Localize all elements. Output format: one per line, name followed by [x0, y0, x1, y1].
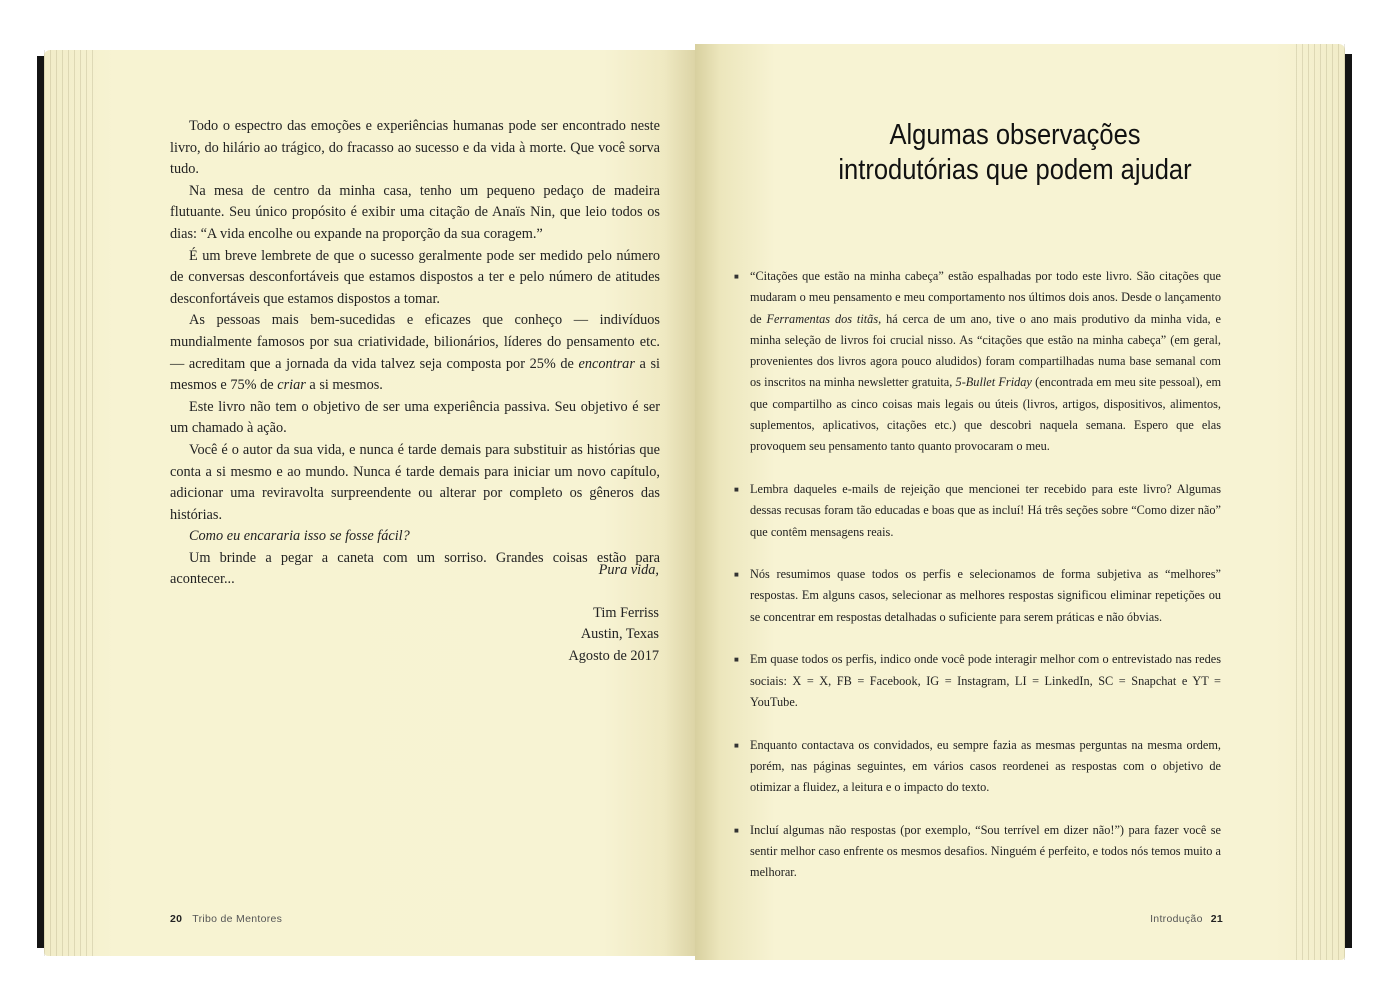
signature-date: Agosto de 2017	[568, 648, 659, 664]
notes-list	[734, 266, 1221, 905]
page-number: 20	[170, 913, 183, 925]
paragraph: É um breve lembrete de que o sucesso geralmente pode ser medido pelo número de conversas desconfortáveis que estamos dispostos a ter e pelo número de atitudes desconfortáveis que estamos dispostos a tomar.	[170, 247, 660, 307]
running-head: Introdução	[1150, 913, 1203, 925]
paragraph: Um brinde a pegar a caneta com um sorriso. Grandes coisas estão para acontecer...	[170, 549, 660, 588]
author-location: Austin, Texas	[580, 626, 659, 642]
paragraph: As pessoas mais bem-sucedidas e eficazes que conheço — indivíduos mundialmente famosos por sua criatividade, bilionários, líderes do pensamento etc. — acreditam que a jornada da vida talvez seja composta por 25% de encontrar a si mesmos e 75% de criar a si mesmos.	[170, 312, 660, 394]
page-edges-right	[1293, 44, 1345, 960]
list-item: ■ “Citações que estão na minha cabeça” estão espalhadas por todo este livro. São citações que mudaram o meu pensamento e meu comportamento nos últimos dois anos. Desde o lançamento de Ferramentas dos titãs, há cerca de um ano, tive o ano mais produtivo da minha vida, e minha seleção de livros foi crucial nisso. As “citações que estão na minha cabeça” (em geral, provenientes dos livros agora pouco aludidos) foram compartilhadas numa base semanal com os inscritos na minha newsletter gratuita, 5-Bullet Friday (encontrada em meu site pessoal), em que compartilho as cinco coisas mais legais ou úteis (livros, artigos, dispositivos, alimentos, suplementos, aplicativos, citações etc.) que descobri naquela semana. Espero que elas provoquem seu pensamento tanto quanto provocaram o meu.	[734, 266, 1221, 458]
sign-off: Pura vida,	[598, 562, 659, 578]
paragraph: Você é o autor da sua vida, e nunca é tarde demais para substituir as histórias que conta a si mesmo e ao mundo. Nunca é tarde demais para iniciar um novo capítulo, adicionar uma reviravolta surpreendente ou alterar por completo os gêneros das histórias.	[170, 441, 660, 523]
paragraph: Como eu encararia isso se fosse fácil?	[189, 528, 410, 545]
left-page-footer	[170, 913, 282, 925]
right-page-footer	[1150, 913, 1223, 925]
bullet-icon: ■	[734, 272, 739, 281]
bullet-icon: ■	[734, 484, 739, 494]
paragraph: Todo o espectro das emoções e experiências humanas pode ser encontrado neste livro, do hilário ao trágico, do fracasso ao sucesso e da vida à morte. Que você sorva tudo.	[170, 118, 660, 178]
bullet-icon: ■	[734, 740, 739, 750]
list-item: ■ Nós resumimos quase todos os perfis e selecionamos de forma subjetiva as “melhores” respostas. Em alguns casos, selecionar as melhores respostas significou eliminar repetições ou se concentrar em respostas detalhadas o suficiente para serem práticas e não óbvias.	[734, 564, 1221, 628]
right-page	[695, 44, 1345, 960]
running-head: Tribo de Mentores	[192, 913, 283, 925]
left-page-body	[170, 116, 660, 591]
page-edges-left	[44, 50, 96, 956]
bullet-icon: ■	[734, 825, 739, 835]
list-item: ■ Lembra daqueles e-mails de rejeição que mencionei ter recebido para este livro? Algumas dessas recusas foram tão educadas e boas que as incluí! Há três seções sobre “Como dizer não” que contêm mensagens reais.	[734, 479, 1221, 543]
page-number: 21	[1210, 913, 1223, 925]
list-item: ■ Incluí algumas não respostas (por exemplo, “Sou terrível em dizer não!”) para fazer você se sentir melhor caso enfrente os mesmos desafios. Ninguém é perfeito, e todos nós temos muito a melhorar.	[734, 820, 1221, 884]
bullet-icon: ■	[734, 570, 739, 580]
bullet-icon: ■	[734, 655, 739, 665]
chapter-title: Algumas observações introdutórias que podem ajudar	[838, 119, 1192, 186]
left-page	[44, 50, 695, 956]
author-name: Tim Ferriss	[593, 605, 659, 621]
list-item: ■ Em quase todos os perfis, indico onde você pode interagir melhor com o entrevistado nas redes sociais: X = X, FB = Facebook, IG = Instagram, LI = LinkedIn, SC = Snapchat e YT = YouTube.	[734, 649, 1221, 713]
paragraph: Na mesa de centro da minha casa, tenho um pequeno pedaço de madeira flutuante. Seu único propósito é exibir uma citação de Anaïs Nin, que leio todos os dias: “A vida encolhe ou expande na proporção da sua coragem.”	[170, 182, 660, 242]
list-item: ■ Enquanto contactava os convidados, eu sempre fazia as mesmas perguntas na mesma ordem, porém, nas páginas seguintes, em vários casos reordenei as respostas com o objetivo de otimizar a fluidez, a leitura e o impacto do texto.	[734, 735, 1221, 799]
paragraph: Este livro não tem o objetivo de ser uma experiência passiva. Seu objetivo é ser um chamado à ação.	[170, 398, 660, 437]
